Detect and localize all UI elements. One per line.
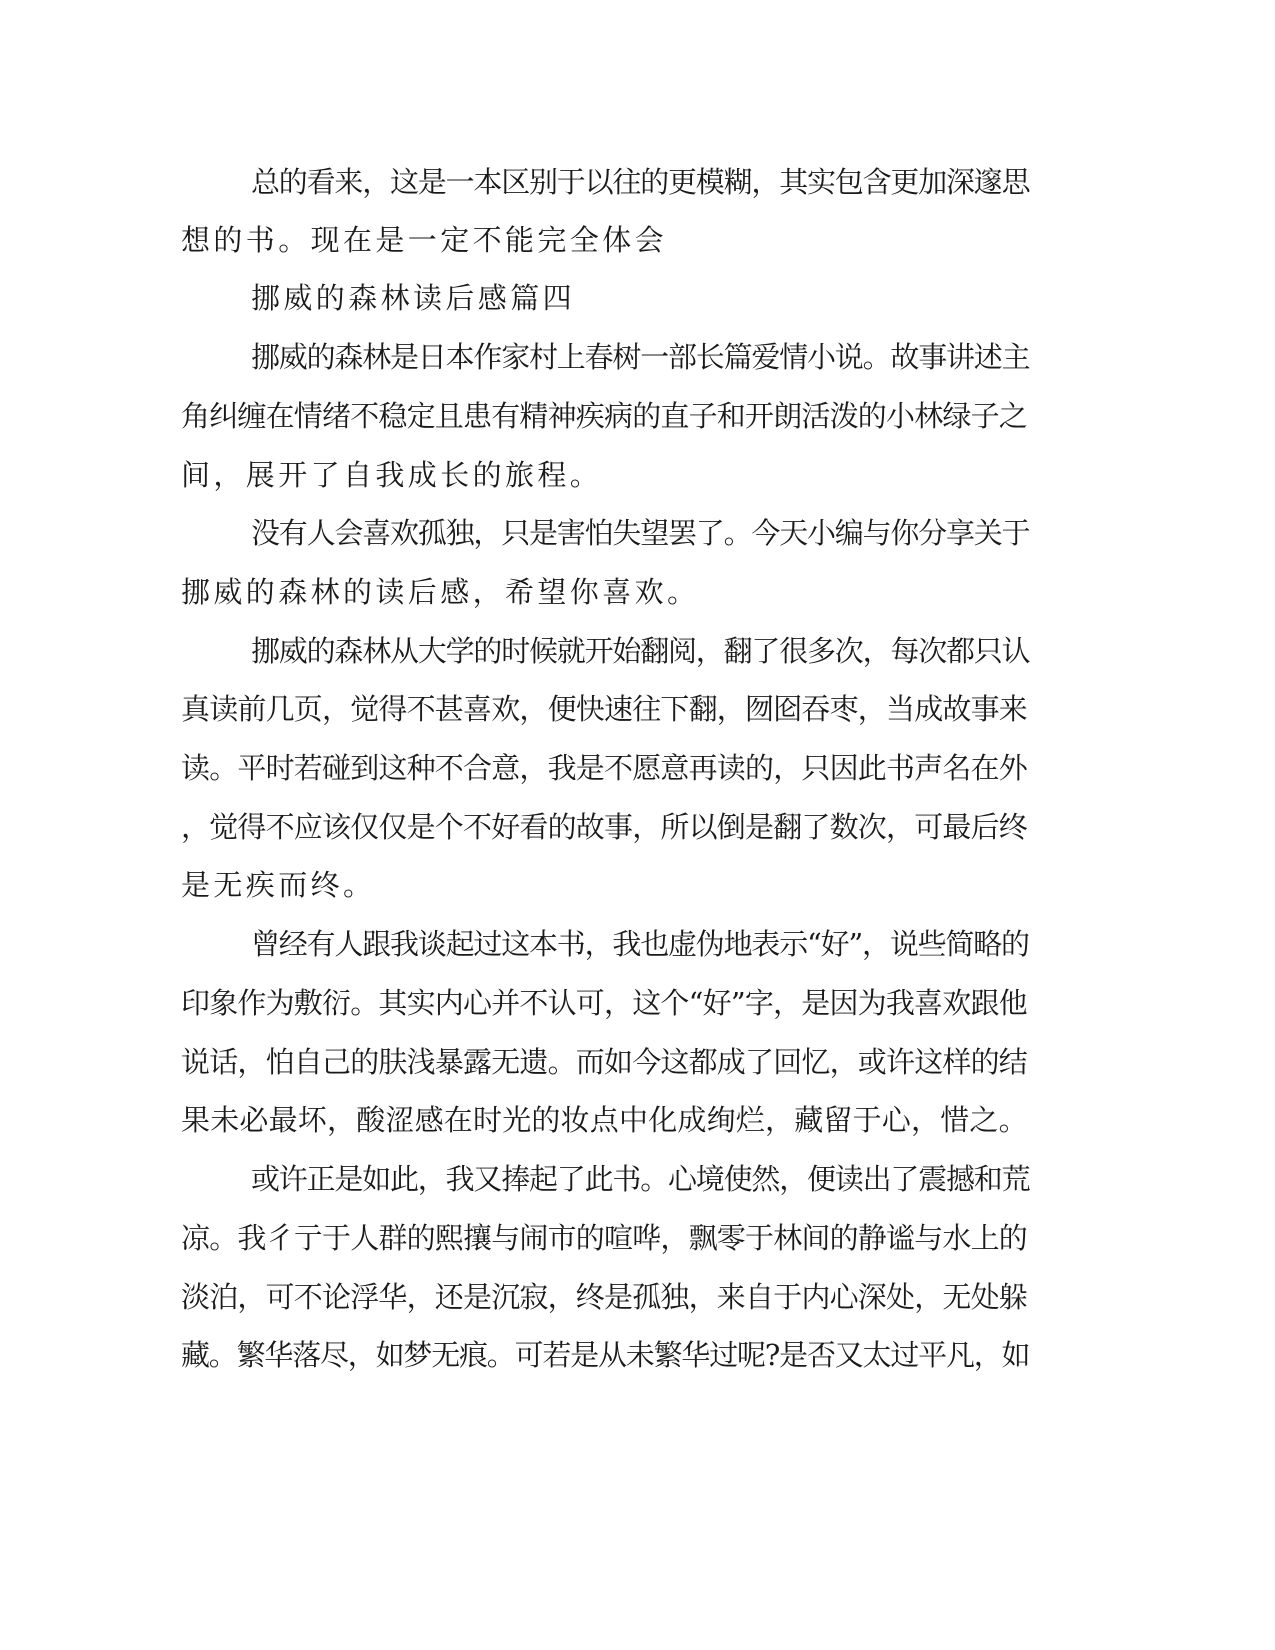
text-line: 总的看来，这是一本区别于以往的更模糊，其实包含更加深邃思 [251,165,1030,199]
text-line: 或许正是如此，我又捧起了此书。心境使然，便读出了震撼和荒 [251,1162,1030,1196]
text-line: 是无疾而终。 [181,868,376,902]
text-line: 淡泊，可不论浮华，还是沉寂，终是孤独，来自于内心深处，无处躲 [181,1280,1028,1314]
text-line: 间，展开了自我成长的旅程。 [181,458,603,492]
text-line: 挪威的森林是日本作家村上春树一部长篇爱情小说。故事讲述主 [251,340,1030,374]
text-line: 曾经有人跟我谈起过这本书，我也虚伪地表示“好”，说些简略的 [251,927,1029,961]
text-line: 果未必最坏，酸涩感在时光的妆点中化成绚烂，藏留于心，惜之。 [181,1103,1028,1137]
text-line: 挪威的森林的读后感，希望你喜欢。 [181,575,700,609]
text-line: 藏。繁华落尽，如梦无痕。可若是从未繁华过呢?是否又太过平凡，如 [181,1338,1030,1372]
text-line: 想的书。现在是一定不能完全体会 [181,223,668,257]
text-line: 说话，怕自己的肤浅暴露无遗。而如今这都成了回忆，或许这样的结 [181,1045,1028,1079]
text-line: 没有人会喜欢孤独，只是害怕失望罢了。今天小编与你分享关于 [251,516,1030,550]
text-line: 挪威的森林从大学的时候就开始翻阅，翻了很多次，每次都只认 [251,634,1030,668]
text-line: 角纠缠在情绪不稳定且患有精神疾病的直子和开朗活泼的小林绿子之 [181,399,1028,433]
text-line: ，觉得不应该仅仅是个不好看的故事，所以倒是翻了数次，可最后终 [181,810,1028,844]
text-line: 读。平时若碰到这种不合意，我是不愿意再读的，只因此书声名在外 [181,751,1028,785]
text-line: 印象作为敷衍。其实内心并不认可，这个“好”字，是因为我喜欢跟他 [181,986,1027,1020]
section-heading: 挪威的森林读后感篇四 [251,281,576,315]
text-line: 凉。我彳亍于人群的熙攘与闹市的喧哗，飘零于林间的静谧与水上的 [181,1221,1028,1255]
text-line: 真读前几页，觉得不甚喜欢，便快速往下翻，囫囵吞枣，当成故事来 [181,692,1028,726]
